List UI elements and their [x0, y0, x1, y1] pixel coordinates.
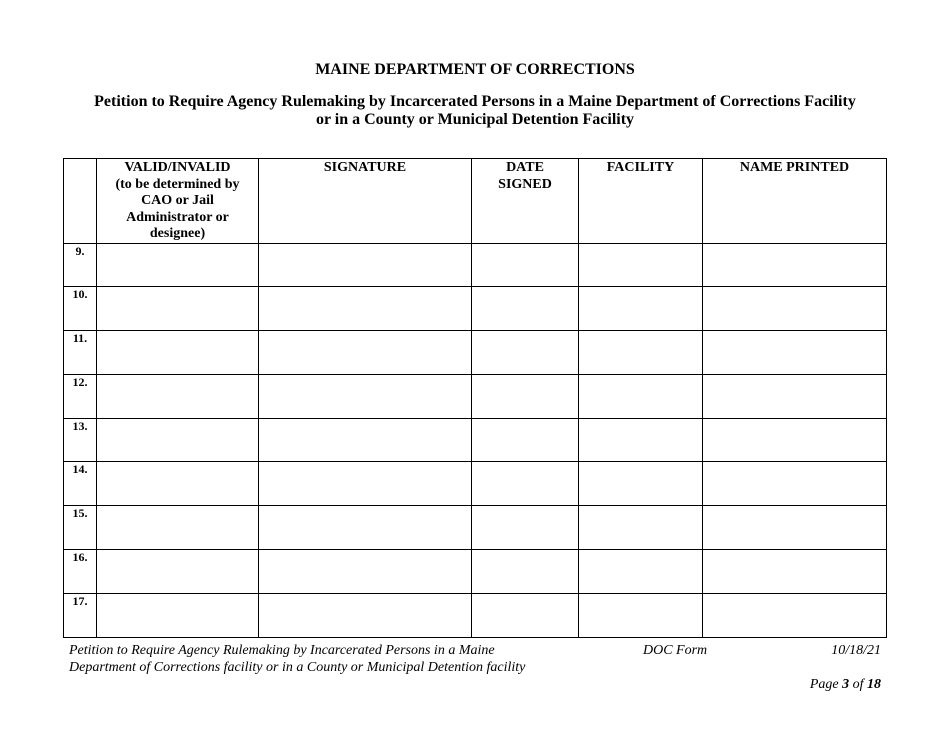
footer-description-line-2: Department of Corrections facility or in a County or Municipal Detention facility [69, 660, 526, 675]
footer-date: 10/18/21 [831, 643, 881, 658]
signature-cell[interactable] [259, 550, 472, 594]
signature-cell[interactable] [259, 243, 472, 287]
facility-cell[interactable] [579, 506, 703, 550]
date-signed-cell[interactable] [472, 287, 579, 331]
name-printed-cell[interactable] [703, 243, 887, 287]
table-row [64, 287, 887, 331]
date-signed-cell[interactable] [472, 331, 579, 375]
table-row [64, 374, 887, 418]
signature-cell[interactable] [259, 331, 472, 375]
table-row [64, 462, 887, 506]
signature-cell[interactable] [259, 287, 472, 331]
row-number: 17. [64, 593, 97, 637]
name-printed-column-header: NAME PRINTED [703, 159, 887, 244]
table-header-row [64, 159, 887, 244]
date-signed-cell[interactable] [472, 243, 579, 287]
facility-cell[interactable] [579, 374, 703, 418]
signature-table [63, 158, 887, 638]
facility-column-header: FACILITY [579, 159, 703, 244]
signature-cell[interactable] [259, 593, 472, 637]
facility-cell[interactable] [579, 462, 703, 506]
date-signed-cell[interactable] [472, 593, 579, 637]
facility-cell[interactable] [579, 418, 703, 462]
facility-cell[interactable] [579, 550, 703, 594]
date-signed-cell[interactable] [472, 506, 579, 550]
name-printed-cell[interactable] [703, 593, 887, 637]
signature-column-header: SIGNATURE [259, 159, 472, 244]
date-signed-cell[interactable] [472, 462, 579, 506]
signature-cell[interactable] [259, 374, 472, 418]
page-current: 3 [842, 677, 850, 692]
name-printed-cell[interactable] [703, 462, 887, 506]
name-printed-cell[interactable] [703, 374, 887, 418]
valid-invalid-cell[interactable] [97, 243, 259, 287]
footer-description-line-1: Petition to Require Agency Rulemaking by Incarcerated Persons in a Maine [69, 643, 495, 658]
department-title: MAINE DEPARTMENT OF CORRECTIONS [315, 61, 635, 78]
row-number: 13. [64, 418, 97, 462]
table-row [64, 593, 887, 637]
facility-cell[interactable] [579, 287, 703, 331]
row-number: 9. [64, 243, 97, 287]
row-number: 15. [64, 506, 97, 550]
valid-invalid-cell[interactable] [97, 418, 259, 462]
row-number: 11. [64, 331, 97, 375]
date-signed-cell[interactable] [472, 550, 579, 594]
petition-title-line-2: or in a County or Municipal Detention Facility [315, 111, 635, 128]
valid-invalid-cell[interactable] [97, 593, 259, 637]
page-of: of [852, 677, 864, 692]
row-number: 16. [64, 550, 97, 594]
page-total: 18 [867, 677, 881, 692]
footer-form-label: DOC Form [643, 643, 708, 658]
date-signed-cell[interactable] [472, 374, 579, 418]
table-row [64, 243, 887, 287]
row-number: 12. [64, 374, 97, 418]
signature-cell[interactable] [259, 506, 472, 550]
footer-description [69, 642, 525, 676]
date-signed-column-header: DATE SIGNED [472, 159, 579, 244]
valid-invalid-cell[interactable] [97, 462, 259, 506]
signature-cell[interactable] [259, 418, 472, 462]
table-row [64, 418, 887, 462]
facility-cell[interactable] [579, 593, 703, 637]
valid-invalid-column-header: VALID/INVALID (to be determined by CAO or Jail Administrator or designee) [97, 159, 259, 244]
name-printed-cell[interactable] [703, 418, 887, 462]
petition-title-line-1: Petition to Require Agency Rulemaking by Incarcerated Persons in a Maine Department of Corrections Facility [94, 93, 856, 110]
row-number: 14. [64, 462, 97, 506]
table-row [64, 506, 887, 550]
number-column-header [64, 159, 97, 244]
table-row [64, 550, 887, 594]
date-signed-cell[interactable] [472, 418, 579, 462]
petition-title [40, 93, 910, 129]
valid-invalid-cell[interactable] [97, 287, 259, 331]
name-printed-cell[interactable] [703, 550, 887, 594]
row-number: 10. [64, 287, 97, 331]
valid-invalid-cell[interactable] [97, 506, 259, 550]
facility-cell[interactable] [579, 331, 703, 375]
valid-invalid-cell[interactable] [97, 550, 259, 594]
facility-cell[interactable] [579, 243, 703, 287]
valid-invalid-cell[interactable] [97, 331, 259, 375]
page-prefix: Page [809, 677, 839, 692]
valid-invalid-cell[interactable] [97, 374, 259, 418]
page-indicator [810, 676, 881, 693]
name-printed-cell[interactable] [703, 506, 887, 550]
table-row [64, 331, 887, 375]
name-printed-cell[interactable] [703, 287, 887, 331]
name-printed-cell[interactable] [703, 331, 887, 375]
signature-cell[interactable] [259, 462, 472, 506]
